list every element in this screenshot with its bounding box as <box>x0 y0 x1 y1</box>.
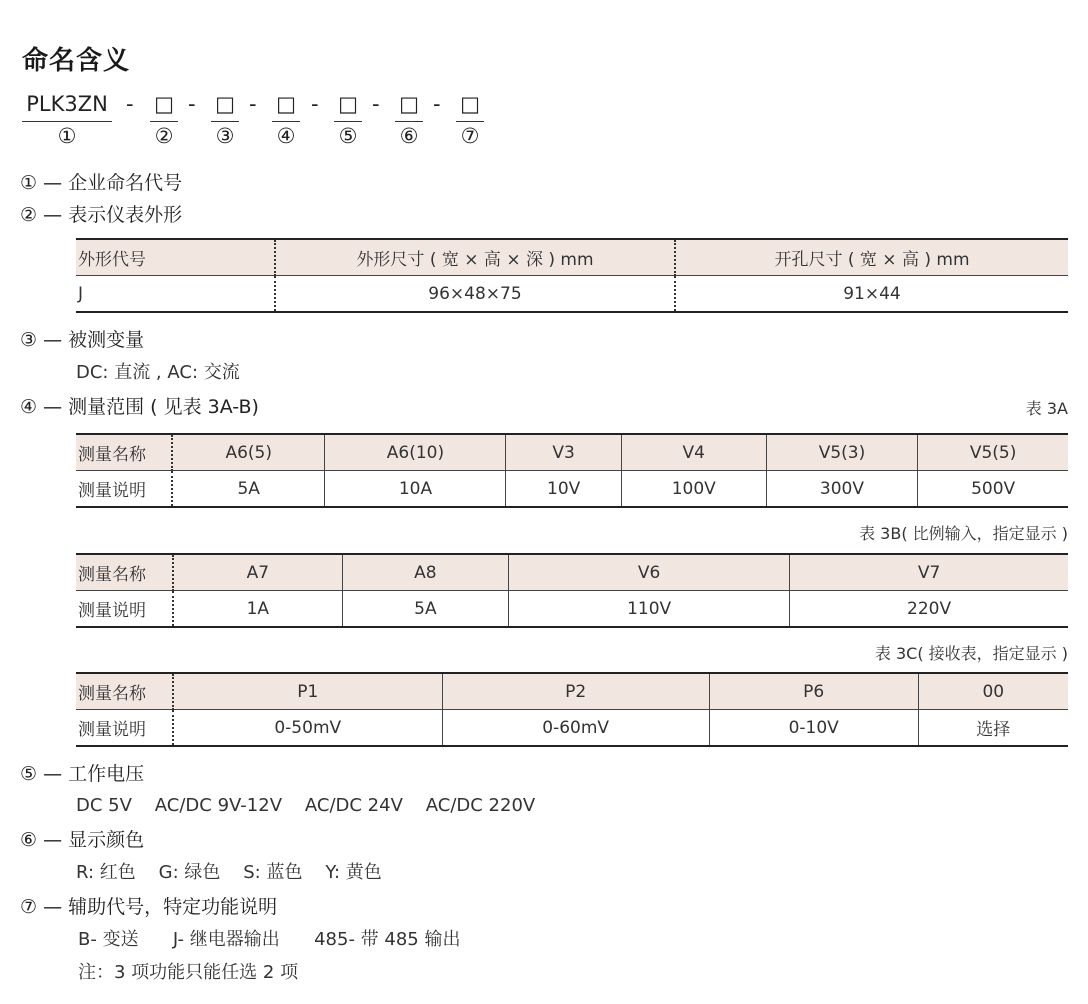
table-row <box>76 276 1068 313</box>
table-header: 开孔尺寸 ( 宽 × 高 ) mm <box>675 239 1068 276</box>
code-separator: - <box>188 92 196 116</box>
code-underline <box>22 121 112 122</box>
table-cell: J <box>76 276 275 313</box>
row-label: 测量说明 <box>76 471 172 508</box>
code-slot-6: □ ⑥ <box>399 92 419 148</box>
section-5: ⑤ — 工作电压 <box>20 763 145 785</box>
model-code <box>0 90 1088 152</box>
table-row <box>76 710 1068 747</box>
code-slot-5: □ ⑤ <box>338 92 358 148</box>
code-separator: - <box>372 92 380 116</box>
row-label: 测量说明 <box>76 591 173 628</box>
table-3c-caption: 表 3C( 接收表，指定显示 ) <box>874 644 1068 663</box>
row-label: 测量名称 <box>76 673 173 710</box>
table-3b-caption: 表 3B( 比例输入，指定显示 ) <box>859 524 1068 543</box>
note: 注：3 项功能只能任选 2 项 <box>78 962 299 983</box>
code-slot-7: □ ⑦ <box>460 92 480 148</box>
table-cell: V5(5) <box>918 434 1068 471</box>
table-cell: P2 <box>442 673 709 710</box>
table-cell: 1A <box>173 591 342 628</box>
code-slot-3: □ ③ <box>215 92 235 148</box>
section-4: ④ — 测量范围 ( 见表 3A-B) <box>20 396 259 418</box>
table-row <box>76 554 1068 591</box>
code-separator: - <box>433 92 441 116</box>
code-underline <box>456 121 484 122</box>
table-cell: 500V <box>918 471 1068 508</box>
row-label: 测量说明 <box>76 710 173 747</box>
table-cell: P1 <box>173 673 442 710</box>
table-cell: 0-50mV <box>173 710 442 747</box>
section-5-desc: DC 5V AC/DC 9V-12V AC/DC 24V AC/DC 220V <box>76 795 536 816</box>
code-underline <box>272 121 300 122</box>
code-underline <box>334 121 362 122</box>
table-cell: 0-60mV <box>442 710 709 747</box>
section-3-desc: DC: 直流 , AC: 交流 <box>76 362 240 383</box>
table-cell: A6(5) <box>172 434 325 471</box>
table-header: 外形尺寸 ( 宽 × 高 × 深 ) mm <box>275 239 675 276</box>
table-cell: 5A <box>342 591 509 628</box>
section-6-desc: R: 红色 G: 绿色 S: 蓝色 Y: 黄色 <box>76 862 382 883</box>
code-separator: - <box>249 92 257 116</box>
table-cell: A8 <box>342 554 509 591</box>
table-header: 外形代号 <box>76 239 275 276</box>
table-3c <box>76 672 1068 747</box>
table-cell: 5A <box>172 471 325 508</box>
table-cell: V4 <box>621 434 766 471</box>
table-cell: 110V <box>509 591 790 628</box>
section-6: ⑥ — 显示颜色 <box>20 829 145 851</box>
table-row <box>76 591 1068 628</box>
table-cell: V3 <box>506 434 621 471</box>
table-3b <box>76 553 1068 628</box>
section-7: ⑦ — 辅助代号，特定功能说明 <box>20 896 278 918</box>
table-cell: A6(10) <box>325 434 506 471</box>
table-cell: V6 <box>509 554 790 591</box>
section-7-desc: B- 变送 J- 继电器输出 485- 带 485 输出 <box>78 929 461 950</box>
table-3a <box>76 433 1068 508</box>
code-underline <box>150 121 178 122</box>
table-3a-caption: 表 3A <box>1025 399 1068 418</box>
table-cell: 91×44 <box>675 276 1068 313</box>
table-cell: 96×48×75 <box>275 276 675 313</box>
code-prefix: PLK3ZN ① <box>26 92 108 148</box>
code-separator: - <box>126 92 134 116</box>
code-underline <box>395 121 423 122</box>
table-cell: 00 <box>918 673 1068 710</box>
table-cell: 10A <box>325 471 506 508</box>
table-row <box>76 434 1068 471</box>
table-row <box>76 239 1068 276</box>
table-cell: V5(3) <box>766 434 918 471</box>
code-slot-4: □ ④ <box>276 92 296 148</box>
table-cell: 10V <box>506 471 621 508</box>
table-cell: 300V <box>766 471 918 508</box>
table-cell: 100V <box>621 471 766 508</box>
page-title: 命名含义 <box>22 46 131 76</box>
table-cell: A7 <box>173 554 342 591</box>
row-label: 测量名称 <box>76 434 172 471</box>
table-row <box>76 673 1068 710</box>
table-row <box>76 471 1068 508</box>
table-cell: P6 <box>709 673 918 710</box>
code-slot-2: □ ② <box>154 92 174 148</box>
table-cell: 0-10V <box>709 710 918 747</box>
section-2: ② — 表示仪表外形 <box>20 204 183 226</box>
table-cell: 选择 <box>918 710 1068 747</box>
table-cell: 220V <box>790 591 1068 628</box>
code-underline <box>211 121 239 122</box>
row-label: 测量名称 <box>76 554 173 591</box>
section-3: ③ — 被测变量 <box>20 329 145 351</box>
shape-table <box>76 238 1068 313</box>
table-cell: V7 <box>790 554 1068 591</box>
section-1: ① — 企业命名代号 <box>20 172 183 194</box>
code-separator: - <box>311 92 319 116</box>
